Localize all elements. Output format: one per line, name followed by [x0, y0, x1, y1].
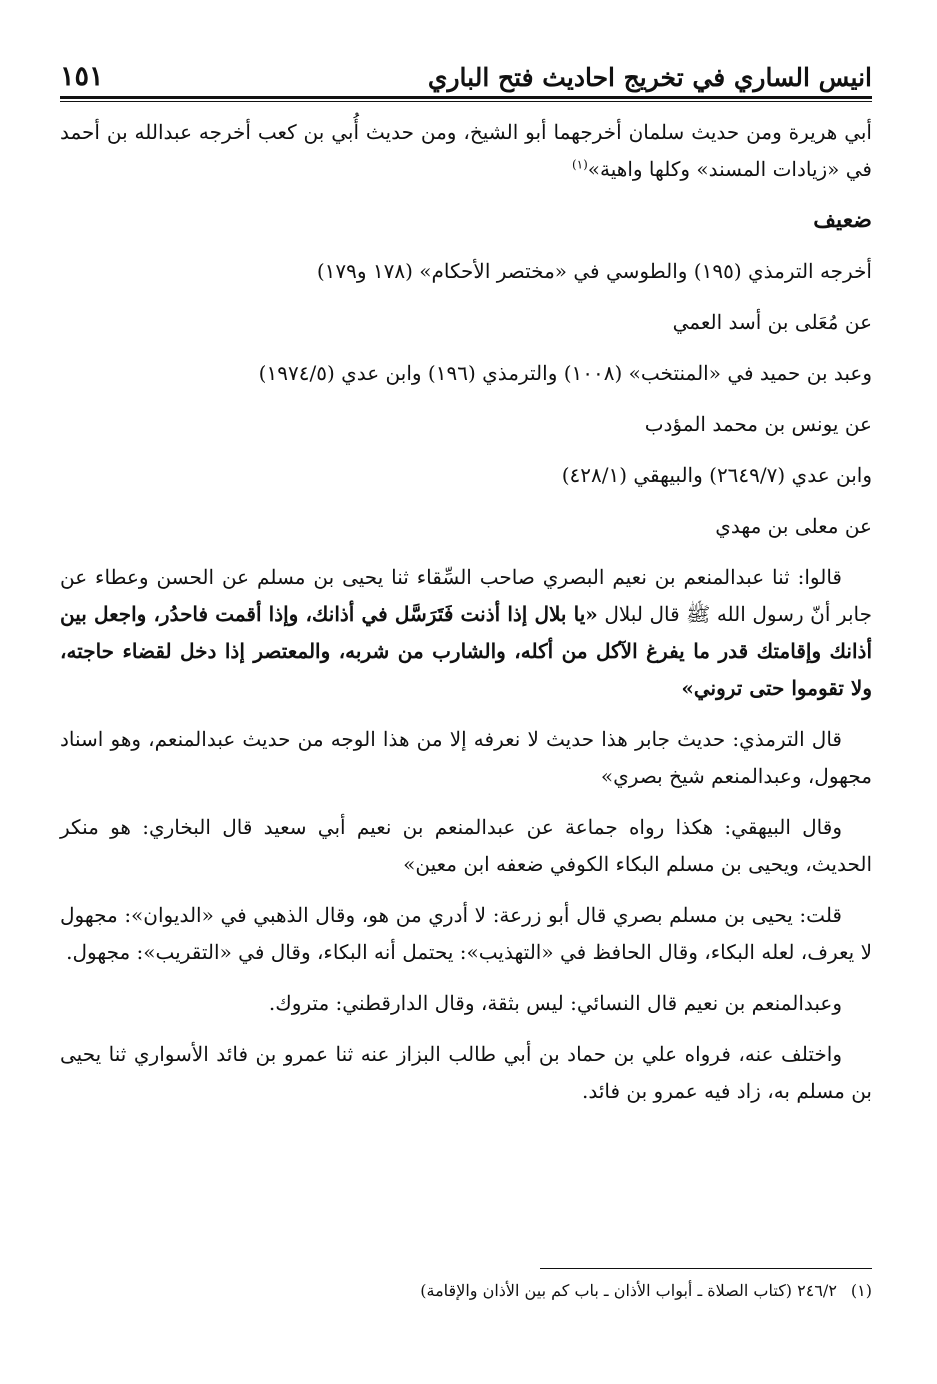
paragraph: وابن عدي (٢٦٤٩/٧) والبيهقي (٤٢٨/١): [561, 463, 872, 487]
paragraph: واختلف عنه، فرواه علي بن حماد بن أبي طالب البزاز عنه ثنا عمرو بن فائد الأسواري ثنا يحيى بن مسلم به، زاد فيه عمرو بن فائد.: [60, 1042, 872, 1103]
paragraph: قال الترمذي: حديث جابر هذا حديث لا نعرفه إلا من هذا الوجه من حديث عبدالمنعم، وهو اسناد مجهول، وعبدالمنعم شيخ بصري»: [60, 727, 872, 788]
paragraph: أخرجه الترمذي (١٩٥) والطوسي في «مختصر الأحكام» (١٧٨ و١٧٩): [316, 259, 872, 283]
footnote-ref: (١): [571, 157, 588, 172]
paragraph: [60, 114, 872, 188]
page-body: [60, 114, 872, 1124]
header-rule-thin: [60, 101, 872, 102]
page-number: ١٥١: [60, 61, 104, 92]
footnote-rule: [540, 1268, 872, 1269]
footnote-text: ٢٤٦/٢ (كتاب الصلاة ـ أبواب الأذان ـ باب كم بين الأذان والإقامة): [420, 1281, 837, 1300]
page-header: [60, 52, 872, 92]
paragraph-text: أبي هريرة ومن حديث سلمان أخرجهما أبو الشيخ، ومن حديث أُبي بن كعب أخرجه عبدالله بن أحمد في «زيادات المسند» وكلها واهية»: [60, 120, 872, 181]
paragraph-text: قالوا: ثنا عبدالمنعم بن نعيم البصري صاحب السِّقاء ثنا يحيى بن مسلم عن الحسن وعطاء عن جابر أنّ رسول الله ﷺ قال لبلال: [60, 565, 872, 626]
paragraph: وعبدالمنعم بن نعيم قال النسائي: ليس بثقة، وقال الدارقطني: متروك.: [268, 991, 842, 1015]
footnote: [60, 1278, 872, 1304]
header-rule-thick: [60, 96, 872, 99]
page: [60, 52, 872, 1352]
section-heading: ضعيف: [813, 207, 872, 233]
hadith-quote: «يا بلال إذا أذنت فَتَرَسَّل في أذانك، وإذا أقمت فاحدُر، واجعل بين أذانك وإقامتك قدر ما يفرغ الآكل من أكله، والشارب من شربه، والمعتصر إذا دخل لقضاء حاجته، ولا تقوموا حتى تروني»: [60, 602, 872, 700]
running-title: انيس الساري في تخريج احاديث فتح الباري: [427, 63, 872, 92]
paragraph: وعبد بن حميد في «المنتخب» (١٠٠٨) والترمذي (١٩٦) وابن عدي (١٩٧٤/٥): [258, 361, 872, 385]
paragraph: عن يونس بن محمد المؤدب: [644, 412, 872, 436]
paragraph: وقال البيهقي: هكذا رواه جماعة عن عبدالمنعم بن نعيم أبي سعيد قال البخاري: هو منكر الحديث، ويحيى بن مسلم البكاء الكوفي ضعفه ابن معين»: [60, 815, 872, 876]
paragraph: عن معلى بن مهدي: [715, 514, 872, 538]
paragraph: عن مُعَلى بن أسد العمي: [672, 310, 872, 334]
paragraph: قلت: يحيى بن مسلم بصري قال أبو زرعة: لا أدري من هو، وقال الذهبي في «الديوان»: مجهول لا يعرف، لعله البكاء، وقال الحافظ في «التهذيب»: يحتمل أنه البكاء، وقال في «التقريب»: مجهول.: [60, 903, 872, 964]
footnote-marker: (١): [850, 1281, 872, 1300]
paragraph: [60, 559, 872, 707]
